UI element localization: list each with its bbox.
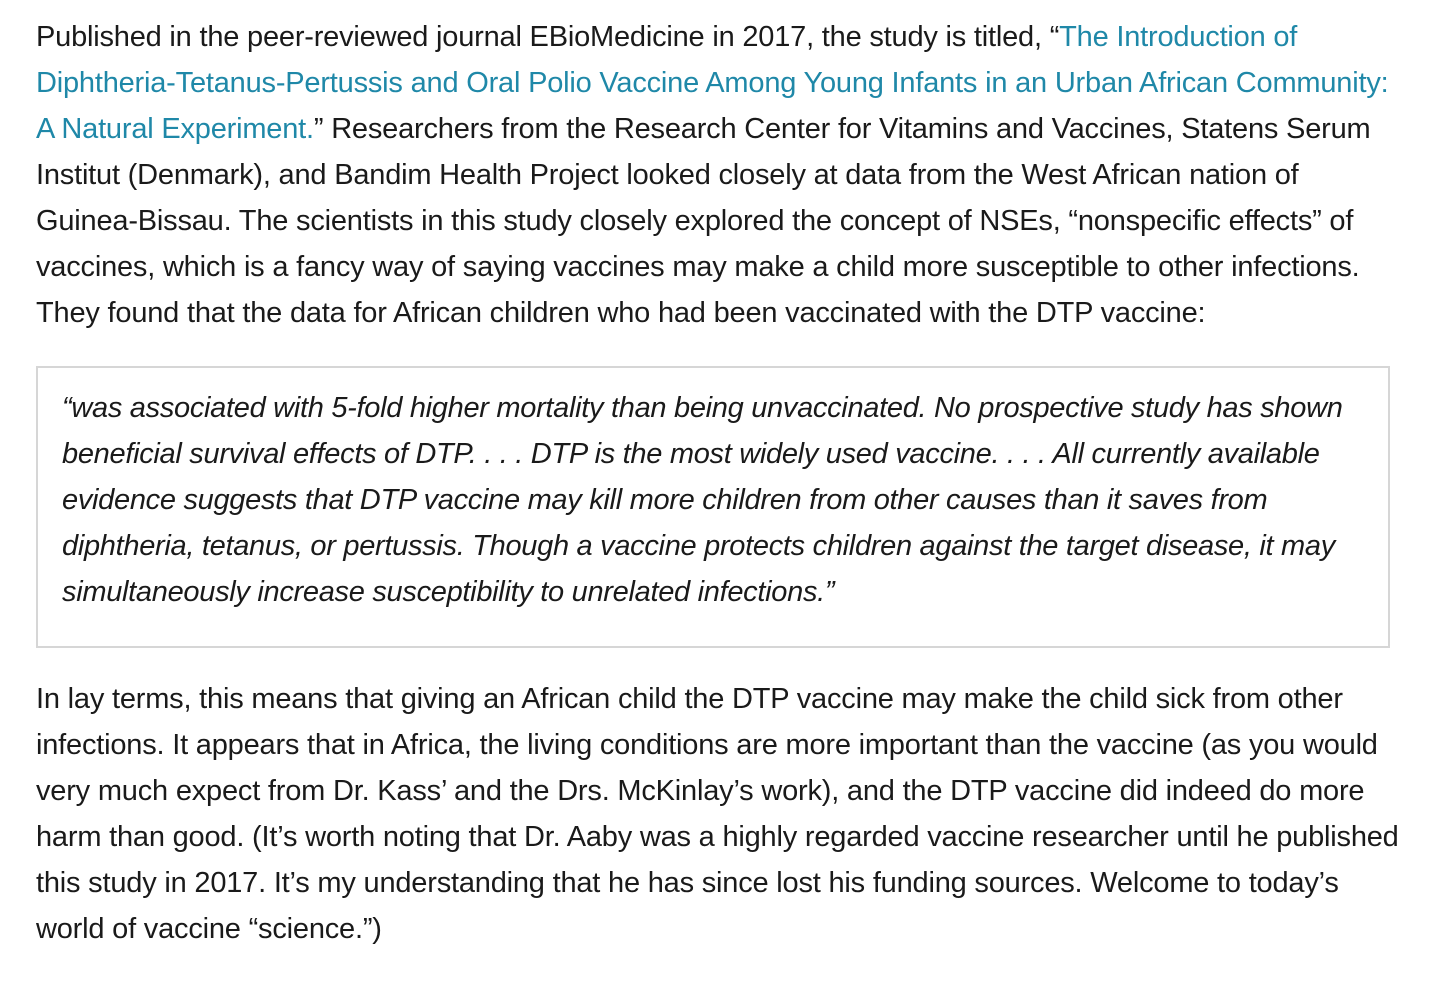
intro-paragraph xyxy=(36,14,1406,336)
study-quote-blockquote xyxy=(36,366,1390,648)
intro-text-after-link: ” Researchers from the Research Center for Vitamins and Vaccines, Statens Serum Institut (Denmark), and Bandim Health Project looked closely at data from the West African nation of Guinea-Bissau. The scientists in this study closely explored the concept of NSEs, “nonspecific effects” of vaccines, which is a fancy way of saying vaccines may make a child more susceptible to other infections. They found that the data for African children who had been vaccinated with the DTP vaccine: xyxy=(36,113,1371,329)
closing-paragraph: In lay terms, this means that giving an African child the DTP vaccine may make the child sick from other infections. It appears that in Africa, the living conditions are more important than the vaccine (as you would very much expect from Dr. Kass’ and the Drs. McKinlay’s work), and the DTP vaccine did indeed do more harm than good. (It’s worth noting that Dr. Aaby was a highly regarded vaccine researcher until he published this study in 2017. It’s my understanding that he has since lost his funding sources. Welcome to today’s world of vaccine “science.”) xyxy=(36,683,1399,945)
article-body xyxy=(36,14,1406,952)
quote-text: “was associated with 5-fold higher mortality than being unvaccinated. No prospective study has shown beneficial survival effects of DTP. . . . DTP is the most widely used vaccine. . . . All currently available evidence suggests that DTP vaccine may kill more children from other causes than it saves from diphtheria, tetanus, or pertussis. Though a vaccine protects children against the target disease, it may simultaneously increase susceptibility to unrelated infections.” xyxy=(62,392,1343,608)
intro-text-before-link: Published in the peer-reviewed journal EBioMedicine in 2017, the study is titled, “ xyxy=(36,21,1060,53)
study-title-link[interactable]: The Introduction of Diphtheria-Tetanus-Pertussis and Oral Polio Vaccine Among Young Infants in an Urban African Community: A Natural Experiment. xyxy=(36,21,1389,145)
